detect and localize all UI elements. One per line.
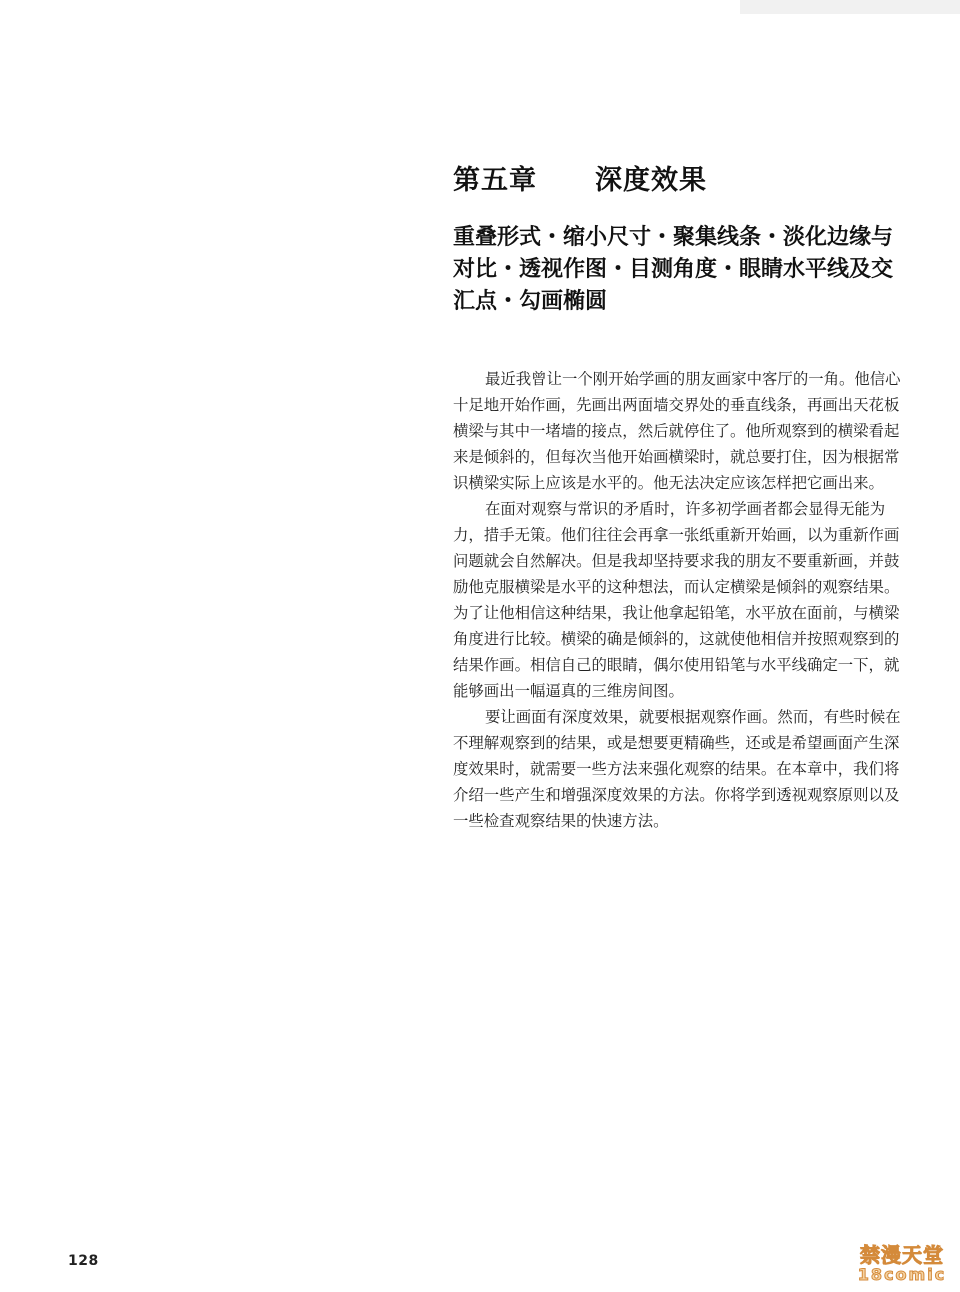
watermark-logo: [848, 1244, 956, 1288]
page-number: 128: [68, 1253, 99, 1269]
body-line: 一些检查观察结果的快速方法。: [453, 812, 669, 830]
body-line: 度效果时，就需要一些方法来强化观察的结果。在本章中，我们将: [453, 760, 900, 778]
body-line: 角度进行比较。横梁的确是倾斜的，这就使他相信并按照观察到的: [453, 630, 900, 648]
chapter-heading: [453, 158, 707, 197]
scan-edge-strip: [740, 0, 960, 14]
body-line: 力，措手无策。他们往往会再拿一张纸重新开始画，以为重新作画: [453, 526, 900, 544]
subtitle-line: 对比・透视作图・目测角度・眼睛水平线及交: [453, 257, 894, 282]
subtitle-line: 汇点・勾画椭圆: [453, 289, 608, 314]
subtitle-line: 重叠形式・缩小尺寸・聚集线条・淡化边缘与: [453, 225, 894, 250]
chapter-subtitle: [453, 222, 943, 318]
body-line: 识横梁实际上应该是水平的。他无法决定应该怎样把它画出来。: [453, 474, 884, 492]
body-line: 十足地开始作画，先画出两面墙交界处的垂直线条，再画出天花板: [453, 396, 900, 414]
body-line: 能够画出一幅逼真的三维房间图。: [453, 682, 684, 700]
body-line: 要让画面有深度效果，就要根据观察作画。然而，有些时候在: [485, 708, 901, 726]
watermark-bottom-text: 18comic: [857, 1265, 947, 1284]
body-line: 横梁与其中一堵墙的接点，然后就停住了。他所观察到的横梁看起: [453, 422, 900, 440]
body-line: 励他克服横梁是水平的这种想法，而认定横梁是倾斜的观察结果。: [453, 578, 900, 596]
watermark-top-text: 禁漫天堂: [860, 1243, 944, 1267]
body-line: 为了让他相信这种结果，我让他拿起铅笔，水平放在面前，与横梁: [453, 604, 900, 622]
body-line: 结果作画。相信自己的眼睛，偶尔使用铅笔与水平线确定一下，就: [453, 656, 900, 674]
body-line: 介绍一些产生和增强深度效果的方法。你将学到透视观察原则以及: [453, 786, 900, 804]
body-line: 最近我曾让一个刚开始学画的朋友画家中客厅的一角。他信心: [485, 370, 901, 388]
body-line: 来是倾斜的，但每次当他开始画横梁时，就总要打住，因为根据常: [453, 448, 900, 466]
body-line: 不理解观察到的结果，或是想要更精确些，还或是希望画面产生深: [453, 734, 900, 752]
chapter-number: 第五章: [453, 165, 537, 196]
body-line: 问题就会自然解决。但是我却坚持要求我的朋友不要重新画，并鼓: [453, 552, 900, 570]
body-line: 在面对观察与常识的矛盾时，许多初学画者都会显得无能为: [485, 500, 886, 518]
body-text: [453, 366, 940, 834]
chapter-title: 深度效果: [595, 165, 707, 196]
